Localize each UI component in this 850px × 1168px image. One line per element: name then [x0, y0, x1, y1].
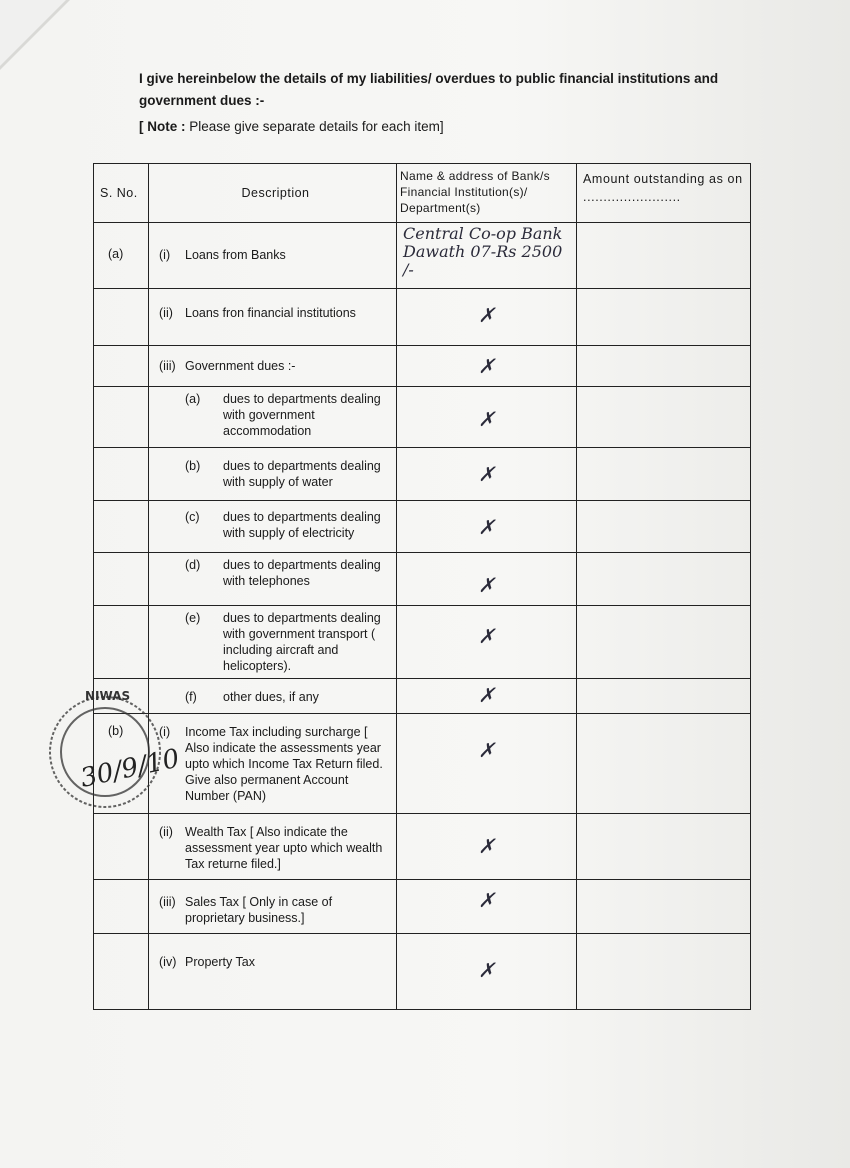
row-desc-text: Sales Tax [ Only in case of proprietary business.]: [185, 895, 333, 925]
row-description: [149, 553, 396, 589]
row-description: [149, 606, 396, 674]
row-description: [149, 387, 396, 439]
table-row: [94, 814, 751, 880]
row-description: [149, 814, 396, 872]
table-row: [94, 880, 751, 934]
row-roman: (ii): [159, 306, 173, 320]
table-row: [94, 501, 751, 553]
row-sno: (b): [108, 724, 124, 738]
handwritten-nil-mark: ✗: [478, 683, 495, 707]
row-desc-text: Income Tax including surcharge [ Also indicate the assessments year upto which Income Tax Return filed. Give also permanent Account Number (PAN): [185, 725, 383, 803]
table-row: [94, 606, 751, 679]
row-roman: (i): [159, 248, 171, 262]
handwritten-nil-mark: ✗: [478, 888, 495, 912]
handwritten-bank-entry: Central Co-op Bank Dawath 07-Rs 2500 /-: [403, 224, 563, 279]
row-desc-text: Wealth Tax [ Also indicate the assessment year upto which wealth Tax returne filed.]: [185, 825, 383, 871]
row-sno: (a): [108, 247, 124, 261]
row-desc-text: Property Tax: [185, 955, 255, 969]
table-row: [94, 679, 751, 714]
row-description: [149, 714, 396, 804]
row-description: [149, 679, 396, 705]
row-desc-text: Loans fron financial institutions: [185, 306, 356, 320]
row-letter: (c): [185, 510, 200, 524]
row-sno: [94, 346, 148, 352]
row-desc-text: dues to departments dealing with government transport ( including aircraft and helicopters).: [223, 611, 381, 673]
handwritten-nil-mark: ✗: [478, 834, 495, 858]
row-desc-text: other dues, if any: [223, 690, 319, 704]
row-desc-text: dues to departments dealing with supply of electricity: [223, 510, 381, 540]
row-sno: [94, 289, 148, 295]
handwritten-nil-mark: ✗: [478, 573, 495, 597]
table-row: [94, 387, 751, 448]
row-letter: (a): [185, 392, 201, 406]
table-row: [94, 714, 751, 814]
row-letter: (d): [185, 558, 201, 572]
row-roman: (iii): [159, 895, 176, 909]
header-bank: Name & address of Bank/s Financial Institution(s)/ Department(s): [400, 169, 550, 215]
handwritten-nil-mark: ✗: [478, 958, 495, 982]
row-desc-text: dues to departments dealing with supply of water: [223, 459, 381, 489]
handwritten-nil-mark: ✗: [478, 515, 495, 539]
stamp-text: NIWAS: [85, 689, 131, 703]
row-desc-text: Government dues :-: [185, 359, 296, 373]
row-description: [149, 346, 396, 374]
note-line: [139, 119, 444, 134]
page-corner-highlight: [0, 0, 66, 66]
row-letter: (e): [185, 611, 201, 625]
row-desc-text: dues to departments dealing with government accommodation: [223, 392, 381, 438]
row-sno: [94, 553, 148, 559]
row-description: [149, 448, 396, 490]
table-row: [94, 346, 751, 387]
row-sno: [94, 448, 148, 454]
row-description: [149, 880, 396, 926]
header-sno: S. No.: [100, 186, 138, 200]
row-sno: [94, 606, 148, 612]
row-roman: (i): [159, 725, 171, 739]
stamp-handwritten-date: 30/9/10: [77, 743, 183, 794]
declaration-heading: I give hereinbelow the details of my liabilities/ overdues to public financial institutions and government dues :-: [139, 71, 719, 108]
table-row: [94, 934, 751, 1010]
note-label: [ Note :: [139, 119, 186, 134]
row-sno: [94, 934, 148, 940]
header-description: Description: [241, 186, 310, 200]
row-sno: [94, 387, 148, 393]
note-text: Please give separate details for each item]: [189, 119, 444, 134]
row-description: [149, 934, 396, 970]
header-amount: Amount outstanding as on ........................: [583, 172, 743, 204]
row-description: [149, 289, 396, 321]
row-roman: (iv): [159, 955, 177, 969]
row-sno: [94, 501, 148, 507]
row-sno: [94, 880, 148, 886]
handwritten-nil-mark: ✗: [478, 738, 495, 762]
handwritten-nil-mark: ✗: [478, 462, 495, 486]
table-row: [94, 448, 751, 501]
table-row: [94, 553, 751, 606]
row-description: [149, 223, 396, 263]
row-letter: (b): [185, 459, 201, 473]
row-letter: (f): [185, 690, 197, 704]
table-row: [94, 223, 751, 289]
row-desc-text: dues to departments dealing with telephones: [223, 558, 381, 588]
row-desc-text: Loans from Banks: [185, 248, 286, 262]
row-roman: (ii): [159, 825, 173, 839]
official-stamp: [40, 682, 183, 822]
row-description: [149, 501, 396, 541]
table-row: [94, 289, 751, 346]
handwritten-nil-mark: ✗: [478, 624, 495, 648]
handwritten-nil-mark: ✗: [478, 354, 495, 378]
row-roman: (iii): [159, 359, 176, 373]
table-header-row: [94, 164, 751, 223]
liabilities-table: [93, 163, 751, 1010]
handwritten-nil-mark: ✗: [478, 303, 495, 327]
handwritten-nil-mark: ✗: [478, 407, 495, 431]
